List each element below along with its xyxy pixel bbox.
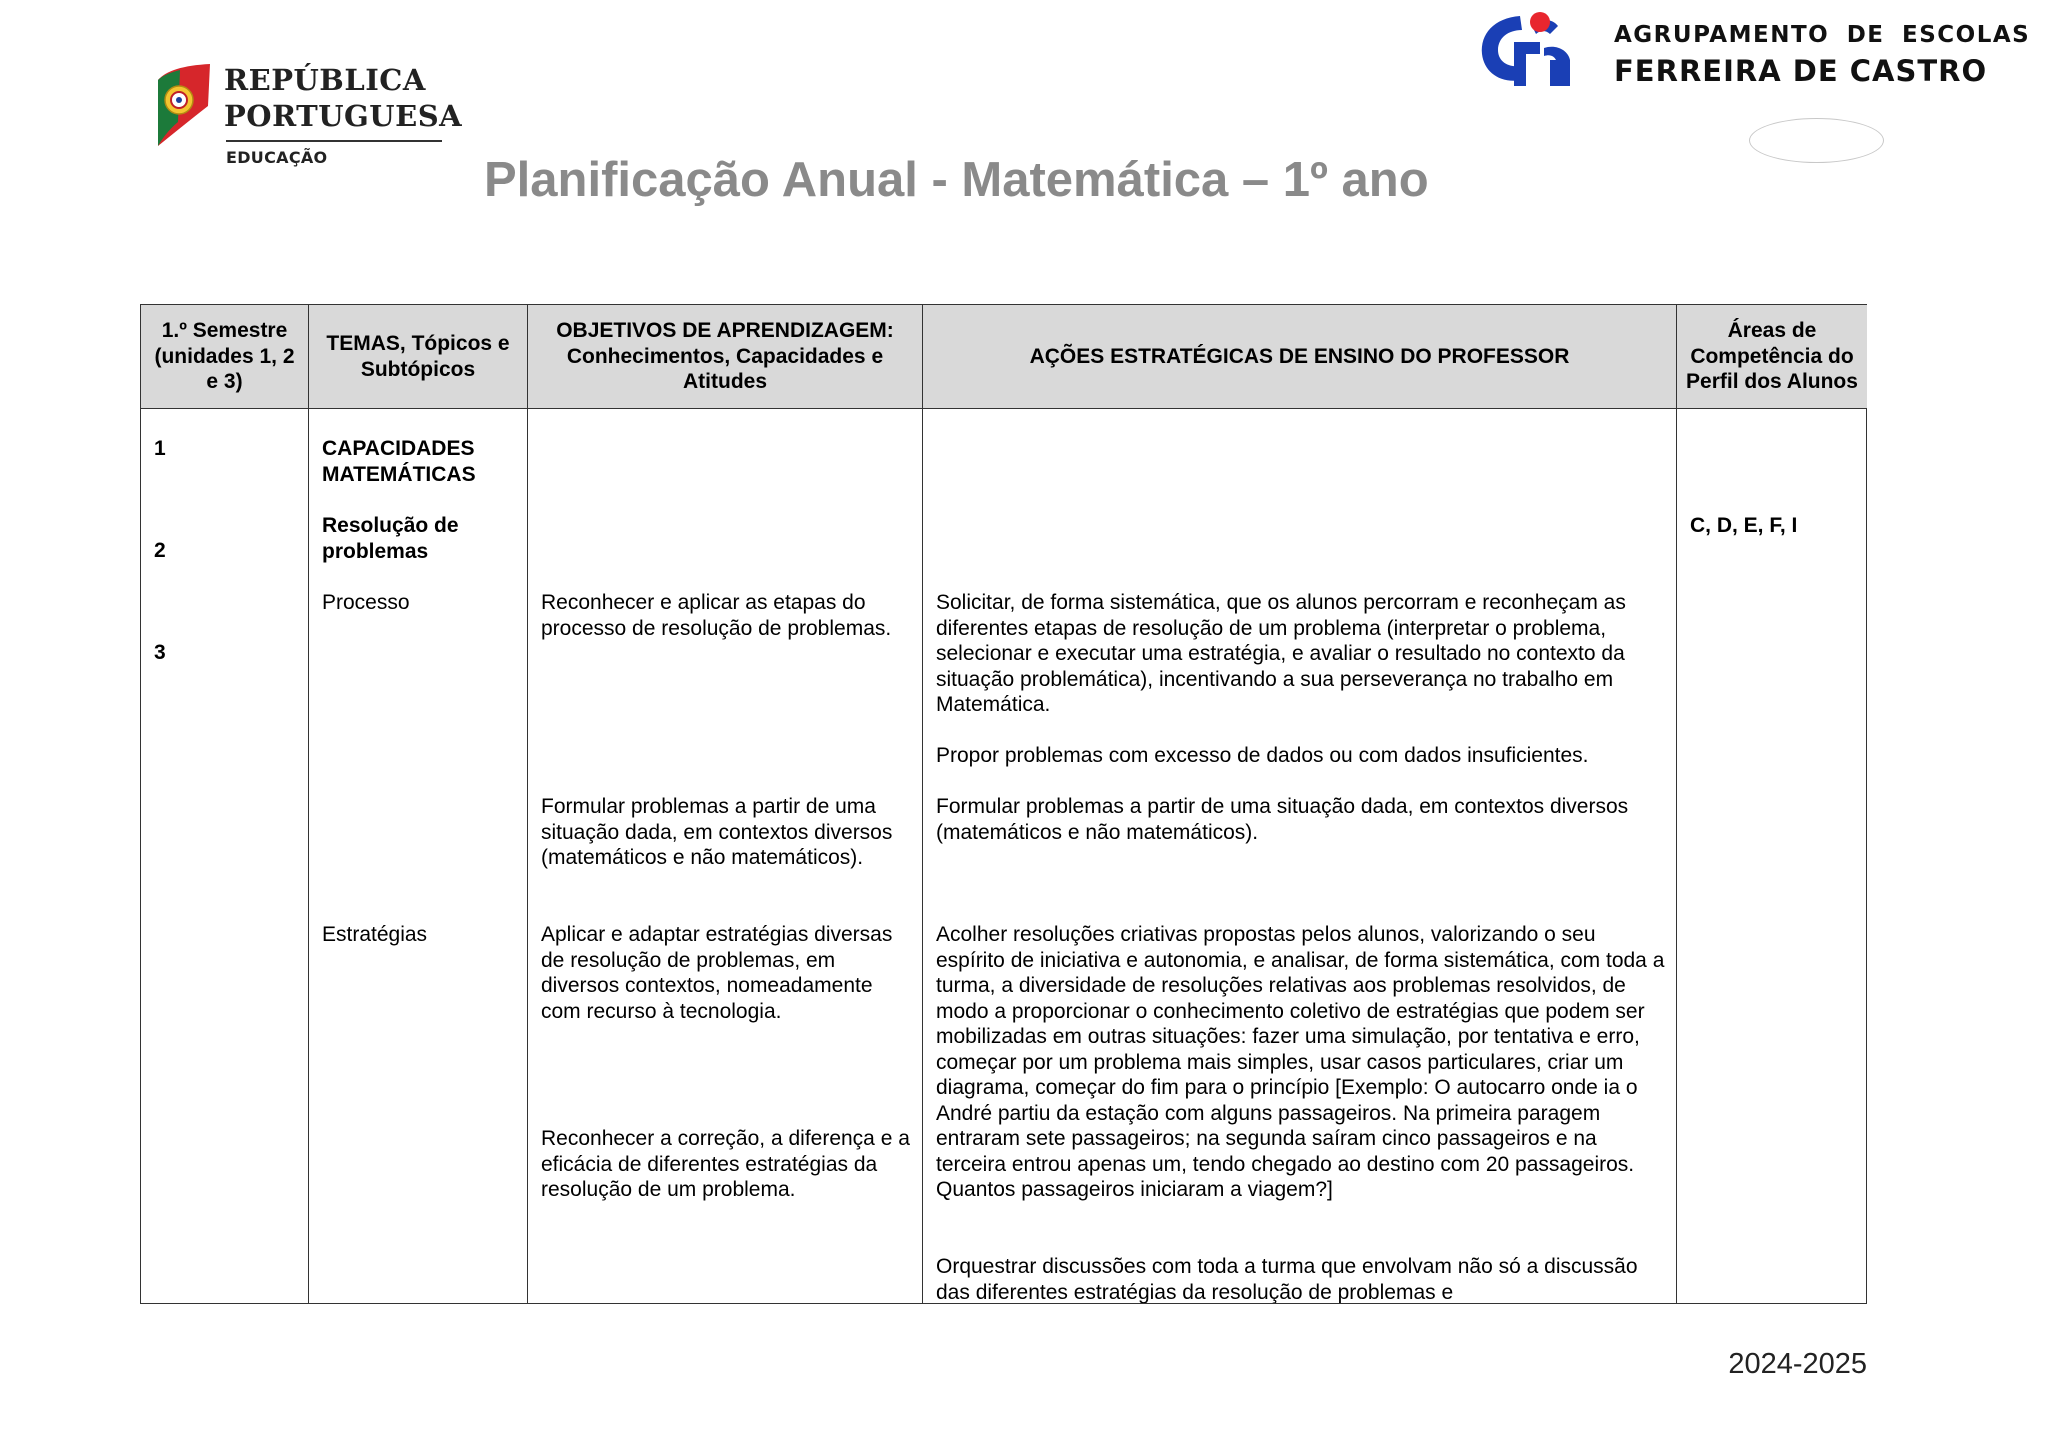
competence-column [1677, 305, 1867, 1303]
column-header-competence [1677, 305, 1867, 409]
portuguesa-line: PORTUGUESA [224, 99, 463, 133]
objective-1: Reconhecer e aplicar as etapas do processo de resolução de problemas. [541, 591, 892, 640]
theme-main: CAPACIDADES MATEMÁTICAS [322, 437, 476, 486]
semester-column [141, 305, 309, 1303]
subtopic-estrategias: Estratégias [322, 923, 428, 946]
objective-2: Formular problemas a partir de uma situação dada, em contextos diversos (matemáticos e não matemáticos). [541, 795, 893, 869]
objectives-column [528, 305, 923, 1303]
competence-areas: C, D, E, F, I [1690, 514, 1798, 537]
subtopic-processo: Processo [322, 591, 410, 614]
objective-3: Aplicar e adaptar estratégias diversas de resolução de problemas, em diversos contextos, nomeadamente com recurso à tecnologia. [541, 923, 893, 1023]
objective-4: Reconhecer a correção, a diferença e a eficácia de diferentes estratégias da resolução de um problema. [541, 1127, 910, 1201]
planning-table [140, 304, 1867, 1304]
logo-divider [226, 140, 442, 142]
column-header-objectives [528, 305, 922, 409]
column-header-label: OBJETIVOS DE APRENDIZAGEM: Conhecimentos, Capacidades e Atitudes [556, 319, 894, 394]
page-title: Planificação Anual - Matemática – 1º ano [484, 153, 1429, 207]
educacao-label: EDUCAÇÃO [226, 148, 328, 167]
republica-portuguesa-wordmark [224, 62, 462, 134]
school-logo [1470, 8, 2031, 98]
ferreira-de-castro-mark-icon [1470, 8, 1582, 90]
action-1: Solicitar, de forma sistemática, que os alunos percorram e reconheçam as diferentes etapas de resolução de um problema (interpretar o problema, selecionar e executar uma estratégia, e avaliar o resultado no contexto da situação problemática), incentivando a sua perseverança no trabalho em Matemática. [936, 591, 1626, 716]
column-header-semester [141, 305, 308, 409]
column-header-label: Áreas de Competência do Perfil dos Alunos [1686, 319, 1858, 394]
topic-resolucao: Resolução de problemas [322, 514, 459, 563]
unit-2: 2 [154, 539, 166, 562]
column-header-label: TEMAS, Tópicos e Subtópicos [326, 332, 510, 381]
action-3: Formular problemas a partir de uma situação dada, em contextos diversos (matemáticos e não matemáticos). [936, 795, 1629, 844]
unit-1: 1 [154, 437, 166, 460]
decorative-oval [1749, 118, 1884, 163]
action-5: Orquestrar discussões com toda a turma que envolvam não só a discussão das diferentes estratégias da resolução de problemas e [936, 1255, 1638, 1303]
school-group-label: AGRUPAMENTO DE ESCOLAS [1614, 22, 2031, 48]
themes-column [309, 305, 528, 1303]
school-name: FERREIRA DE CASTRO [1614, 54, 1988, 88]
republica-line: REPÚBLICA [224, 63, 426, 97]
column-header-themes [309, 305, 527, 409]
column-header-actions [923, 305, 1676, 409]
school-year: 2024-2025 [1728, 1348, 1867, 1380]
action-4: Acolher resoluções criativas propostas pelos alunos, valorizando o seu espírito de iniciativa e autonomia, e analisar, de forma sistemática, com toda a turma, a diversidade de resoluções relativas aos problemas resolvidos, de modo a proporcionar o conhecimento coletivo de estratégias que podem ser mobilizadas em outras situações: fazer uma simulação, por tentativa e erro, começar por um problema mais simples, usar casos particulares, criar um diagrama, começar do fim para o princípio [Exemplo: O autocarro onde ia o André partiu da estação com alguns passageiros. Na primeira paragem entraram sete passageiros; na segunda saíram cinco passageiros e na terceira entrou apenas um, tendo chegado ao destino com 20 passageiros. Quantos passageiros iniciaram a viagem?] [936, 923, 1665, 1201]
actions-column [923, 305, 1677, 1303]
column-header-label: AÇÕES ESTRATÉGICAS DE ENSINO DO PROFESSOR [1029, 344, 1570, 368]
portuguese-flag-emblem-icon [150, 60, 216, 152]
column-header-label: 1.º Semestre (unidades 1, 2 e 3) [154, 319, 295, 394]
republica-portuguesa-logo [138, 52, 463, 182]
unit-3: 3 [154, 641, 166, 664]
action-2: Propor problemas com excesso de dados ou com dados insuficientes. [936, 744, 1589, 767]
